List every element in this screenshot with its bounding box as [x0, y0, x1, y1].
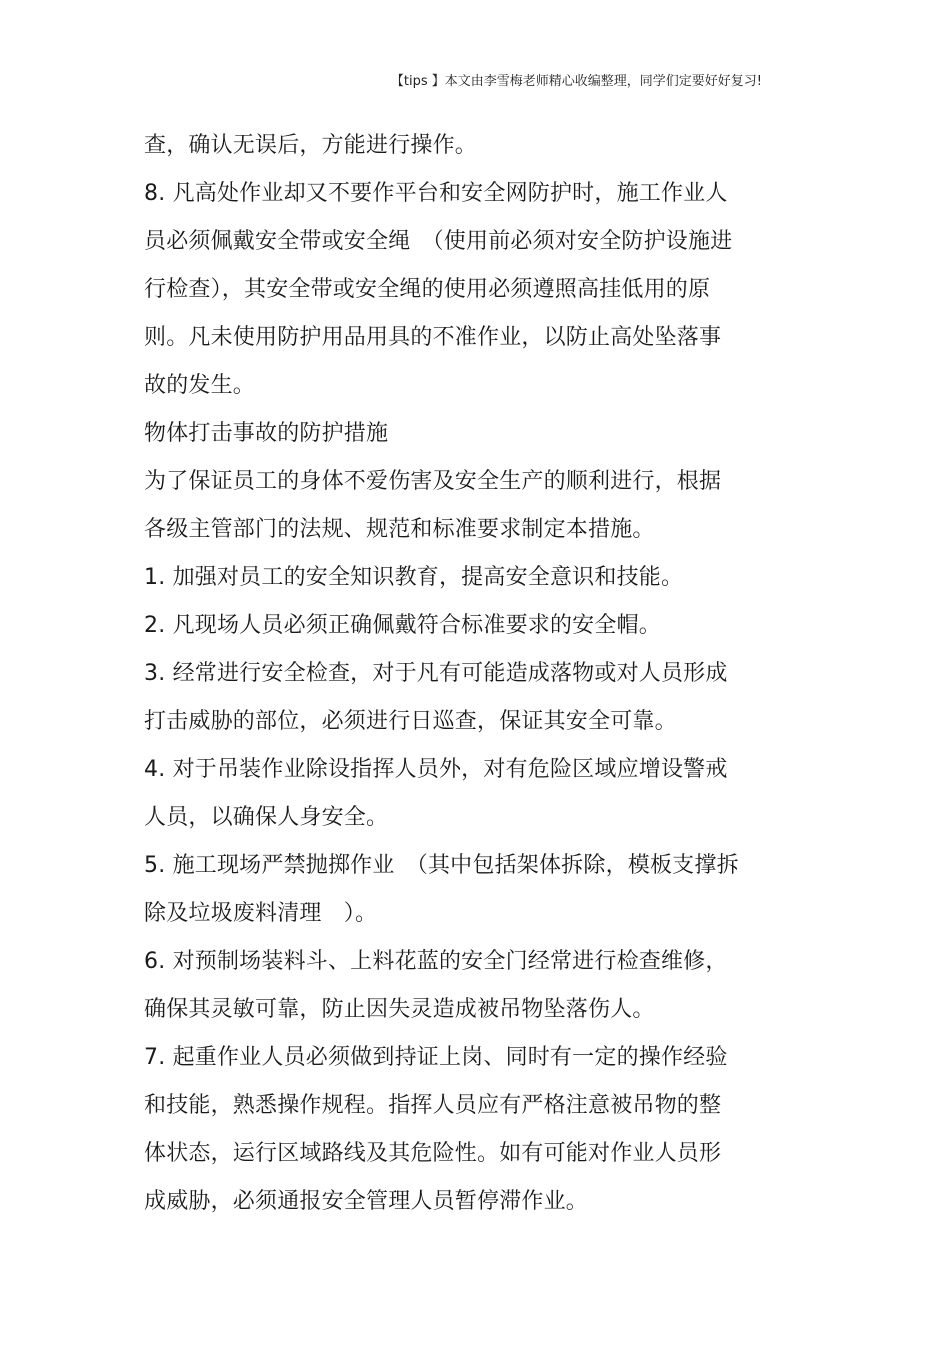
body-line: 8. 凡高处作业却又不要作平台和安全网防护时，施工作业人	[144, 181, 728, 206]
body-line: 5. 施工现场严禁抛掷作业 （其中包括架体拆除，模板支撑拆	[144, 853, 739, 878]
body-line: 4. 对于吊装作业除设指挥人员外，对有危险区域应增设警戒	[144, 757, 728, 782]
body-line: 各级主管部门的法规、规范和标准要求制定本措施。	[144, 517, 655, 542]
body-line: 确保其灵敏可靠，防止因失灵造成被吊物坠落伤人。	[144, 997, 655, 1022]
body-line: 7. 起重作业人员必须做到持证上岗、同时有一定的操作经验	[144, 1045, 728, 1070]
body-line: 6. 对预制场装料斗、上料花蓝的安全门经常进行检查维修，	[144, 949, 728, 974]
body-line: 员必须佩戴安全带或安全绳 （使用前必须对安全防护设施进	[144, 229, 733, 254]
body-line: 打击威胁的部位，必须进行日巡查，保证其安全可靠。	[144, 709, 677, 734]
body-line: 则。凡未使用防护用品用具的不准作业，以防止高处坠落事	[144, 325, 722, 350]
section-heading: 物体打击事故的防护措施	[144, 421, 389, 446]
body-line: 和技能，熟悉操作规程。指挥人员应有严格注意被吊物的整	[144, 1093, 722, 1118]
body-line: 故的发生。	[144, 373, 256, 398]
body-line: 人员，以确保人身安全。	[144, 805, 389, 830]
body-line: 为了保证员工的身体不爱伤害及安全生产的顺利进行，根据	[144, 469, 722, 494]
body-line: 1. 加强对员工的安全知识教育，提高安全意识和技能。	[144, 565, 684, 590]
body-line: 成威胁，必须通报安全管理人员暂停滞作业。	[144, 1189, 589, 1214]
body-line: 体状态，运行区域路线及其危险性。如有可能对作业人员形	[144, 1141, 722, 1166]
page-header-tip: 【tips 】本文由李雪梅老师精心收编整理，同学们定要好好复习!	[390, 74, 762, 89]
body-line: 2. 凡现场人员必须正确佩戴符合标准要求的安全帽。	[144, 613, 661, 638]
document-body	[144, 122, 774, 1226]
body-line: 查，确认无误后，方能进行操作。	[144, 133, 478, 158]
body-line: 行检查），其安全带或安全绳的使用必须遵照高挂低用的原	[144, 277, 711, 302]
body-line: 除及垃圾废料清理 ）。	[144, 901, 378, 926]
body-line: 3. 经常进行安全检查，对于凡有可能造成落物或对人员形成	[144, 661, 728, 686]
